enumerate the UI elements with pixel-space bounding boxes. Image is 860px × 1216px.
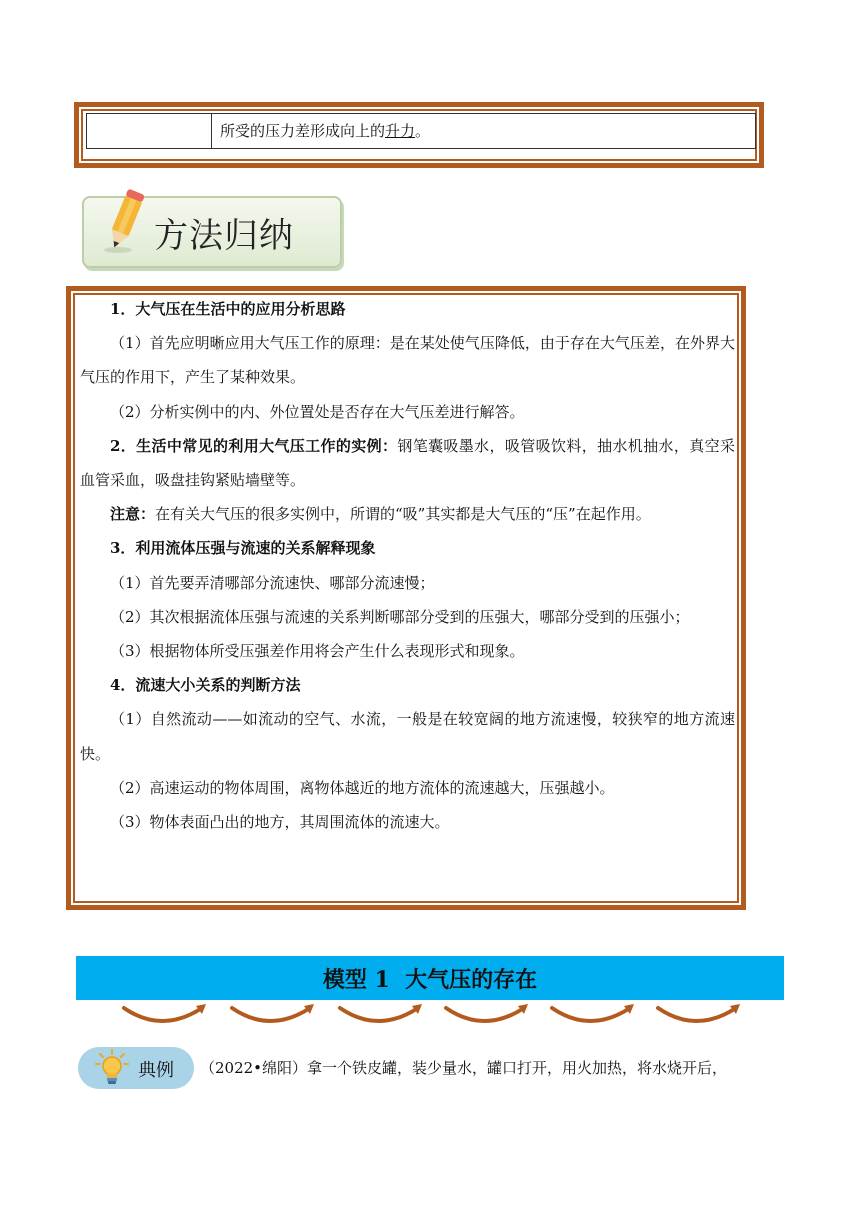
method-content xyxy=(80,292,735,839)
method-para-4: （2）其次根据流体压强与流速的关系判断哪部分受到的压强大，哪部分受到的压强小； xyxy=(110,607,690,626)
arc-decoration xyxy=(110,1000,750,1034)
method-para-7: （2）高速运动的物体周围，离物体越近的地方流体的流速越大，压强越小。 xyxy=(110,778,615,797)
cell-text-suffix: 。 xyxy=(415,122,431,140)
example-text: （2022•绵阳）拿一个铁皮罐，装少量水，罐口打开，用火加热，将水烧开后， xyxy=(200,1059,728,1077)
method-heading-1: 1．大气压在生活中的应用分析思路 xyxy=(110,300,346,318)
cell-text-underlined: 升力 xyxy=(385,122,416,140)
model-title-bar xyxy=(76,956,784,1000)
method-para-3: （1）首先要弄清哪部分流速快、哪部分流速慢； xyxy=(110,573,435,592)
method-heading-4: 4．流速大小关系的判断方法 xyxy=(110,676,301,695)
cell-text-prefix: 所受的压力差形成向上的 xyxy=(220,122,386,140)
top-table xyxy=(86,113,756,149)
method-heading-2: 2．生活中常见的利用大气压工作的实例：钢笔囊吸墨水，吸管吸饮料，抽水机抽水，真空采血管采血，吸盘挂钩紧贴墙壁等。 xyxy=(80,436,735,490)
top-table-empty-cell xyxy=(87,114,212,148)
lightbulb-icon xyxy=(94,1049,130,1087)
method-note: 注意：在有关大气压的很多实例中，所谓的“吸”其实都是大气压的“压”在起作用。 xyxy=(110,505,651,524)
model-title: 模型 1 大气压的存在 xyxy=(322,966,538,993)
example-label: 典例 xyxy=(138,1060,174,1081)
method-para-8: （3）物体表面凸出的地方，其周围流体的流速大。 xyxy=(110,813,450,832)
top-table-text-cell xyxy=(212,114,755,148)
method-para-5: （3）根据物体所受压强差作用将会产生什么表现形式和现象。 xyxy=(110,642,525,661)
method-para-6: （1）自然流动——如流动的空气、水流，一般是在较宽阔的地方流速慢，较狭窄的地方流速快。 xyxy=(80,710,735,763)
method-heading-3: 3．利用流体压强与流速的关系解释现象 xyxy=(110,539,376,558)
pencil-icon xyxy=(96,186,156,256)
banner-title: 方法归纳 xyxy=(154,216,294,256)
method-para-1: （1）首先应明晰应用大气压工作的原理：是在某处使气压降低，由于存在大气压差，在外界大气压的作用下，产生了某种效果。 xyxy=(80,334,735,387)
method-para-2: （2）分析实例中的内、外位置处是否存在大气压差进行解答。 xyxy=(110,402,525,421)
